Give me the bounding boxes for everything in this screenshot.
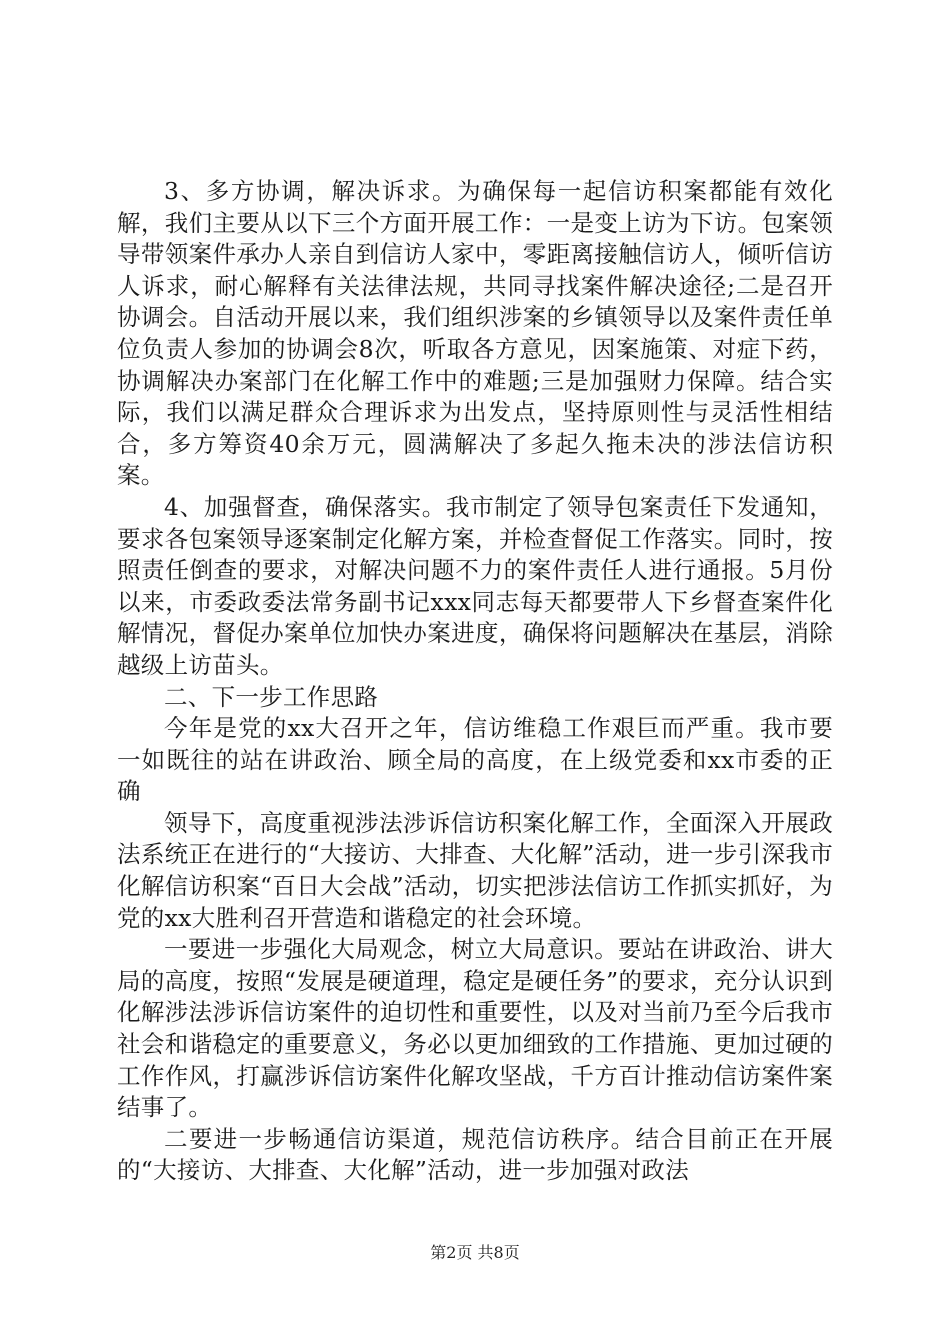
section-heading-next-steps: 二、下一步工作思路 xyxy=(164,682,379,711)
paragraph-second-requirement: 二要进一步畅通信访渠道，规范信访秩序。结合目前正在开展的“大接访、大排查、大化解”活动，进一步加强对政法 xyxy=(117,1124,833,1185)
paragraph-coordination: 3、多方协调，解决诉求。为确保每一起信访积案都能有效化解，我们主要从以下三个方面开展工作：一是变上访为下访。包案领导带领案件承办人亲自到信访人家中，零距离接触信访人，倾听信访人诉求，耐心解释有关法律法规，共同寻找案件解决途径;二是召开协调会。自活动开展以来，我们组织涉案的乡镇领导以及案件责任单位负责人参加的协调会8次，听取各方意见，因案施策、对症下药，协调解决办案部门在化解工作中的难题;三是加强财力保障。结合实际，我们以满足群众合理诉求为出发点，坚持原则性与灵活性相结合，多方筹资40余万元，圆满解决了多起久拖未决的涉法信访积案。 xyxy=(117,177,833,490)
paragraph-this-year: 今年是党的xx大召开之年，信访维稳工作艰巨而严重。我市要一如既往的站在讲政治、顾全局的高度，在上级党委和xx市委的正确 xyxy=(117,714,833,806)
page-number-footer: 第2页 共8页 xyxy=(430,1243,520,1262)
paragraph-supervision: 4、加强督查，确保落实。我市制定了领导包案责任下发通知，要求各包案领导逐案制定化解方案，并检查督促工作落实。同时，按照责任倒查的要求，对解决问题不力的案件责任人进行通报。5月份以来，市委政委法常务副书记xxx同志每天都要带人下乡督查案件化解情况，督促办案单位加快办案进度，确保将问题解决在基层，消除越级上访苗头。 xyxy=(117,492,833,679)
paragraph-first-requirement: 一要进一步强化大局观念，树立大局意识。要站在讲政治、讲大局的高度，按照“发展是硬道理，稳定是硬任务”的要求，充分认识到化解涉法涉诉信访案件的迫切性和重要性，以及对当前乃至今后我市社会和谐稳定的重要意义，务必以更加细致的工作措施、更加过硬的工作作风，打赢涉诉信访案件化解攻坚战，千方百计推动信访案件案结事了。 xyxy=(117,935,833,1122)
paragraph-leadership: 领导下，高度重视涉法涉诉信访积案化解工作，全面深入开展政法系统正在进行的“大接访、大排查、大化解”活动，进一步引深我市化解信访积案“百日大会战”活动，切实把涉法信访工作抓实抓好，为党的xx大胜利召开营造和谐稳定的社会环境。 xyxy=(117,808,833,932)
document-body xyxy=(117,176,833,1187)
